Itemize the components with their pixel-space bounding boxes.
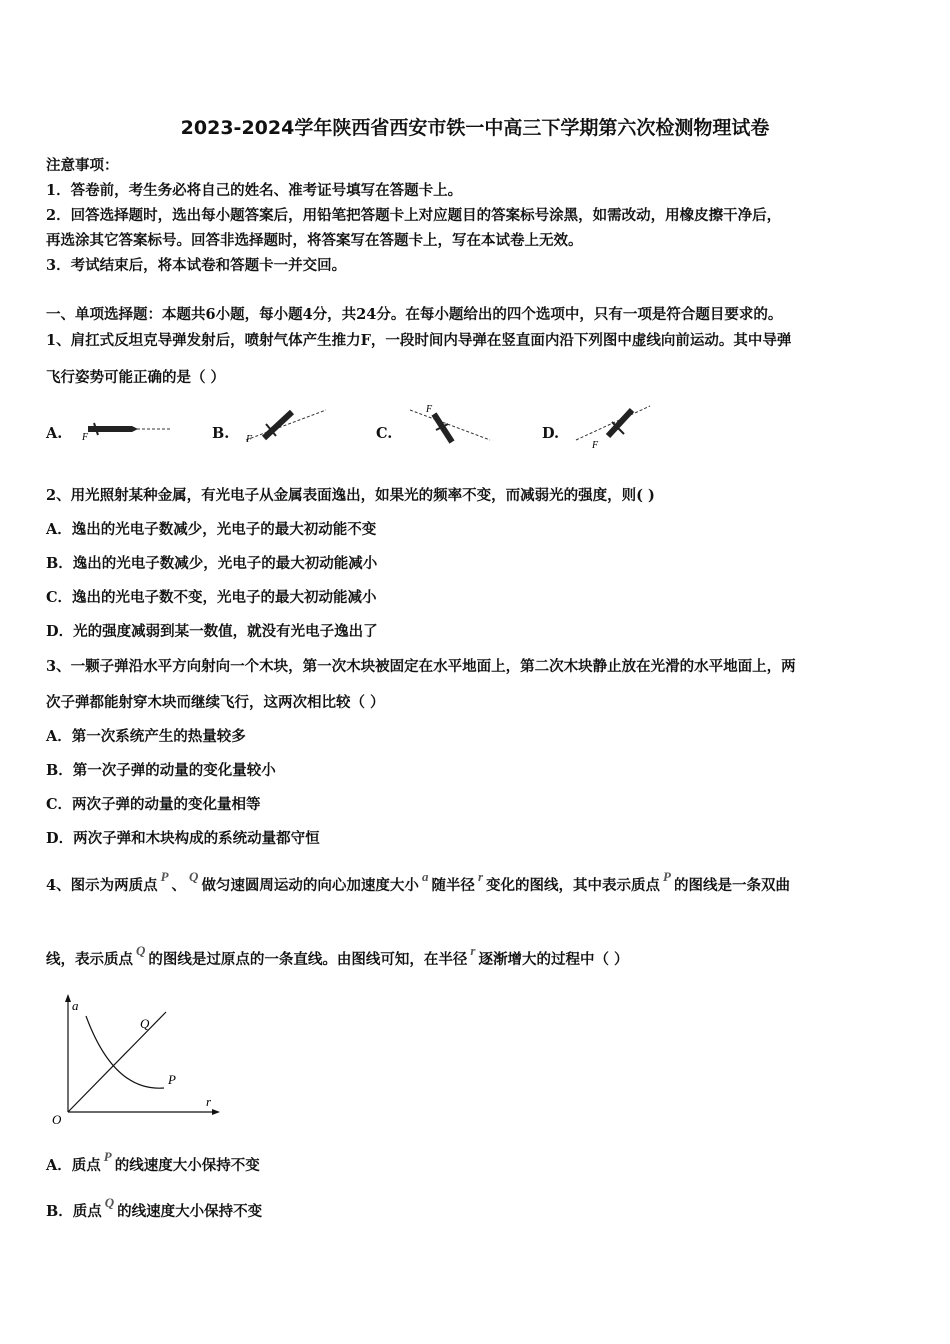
section-heading: 一、单项选择题：本题共6小题，每小题4分，共24分。在每小题给出的四个选项中，只有一项是符合题目要求的。 bbox=[46, 306, 783, 323]
q3-option: C．两次子弹的动量的变化量相等 bbox=[46, 796, 261, 813]
q4-text: 的图线是过原点的一条直线。由图线可知，在半径 bbox=[148, 951, 468, 968]
q4-text: 、 bbox=[171, 877, 187, 894]
symbol-r: r bbox=[470, 943, 476, 958]
axis-label-r: r bbox=[206, 1094, 212, 1109]
q4-stem-cont bbox=[46, 943, 629, 969]
symbol-q: Q bbox=[189, 869, 199, 884]
q3-option: B．第一次子弹的动量的变化量较小 bbox=[46, 762, 276, 779]
symbol-p: P bbox=[160, 869, 169, 884]
q1-option-a-label: A. bbox=[46, 425, 63, 442]
q3-stem-cont: 次子弹都能射穿木块而继续飞行，这两次相比较（ ） bbox=[46, 694, 385, 711]
q4-text: 4、图示为两质点 bbox=[46, 877, 158, 894]
q2-option: C．逸出的光电子数不变，光电子的最大初动能减小 bbox=[46, 589, 377, 606]
q4-text: 随半径 bbox=[431, 877, 475, 894]
q1-figure-b bbox=[236, 398, 336, 448]
force-label: F bbox=[82, 432, 89, 443]
y-axis-arrow bbox=[65, 994, 71, 1002]
q1-figure-c bbox=[400, 398, 500, 448]
q4-text: 的线速度大小保持不变 bbox=[117, 1203, 263, 1220]
q4-stem bbox=[46, 869, 790, 895]
q1-figure-d bbox=[566, 398, 666, 450]
symbol-p: P bbox=[103, 1149, 112, 1164]
q4-option-b bbox=[46, 1195, 263, 1221]
q4-text: B．质点 bbox=[46, 1203, 102, 1220]
notice-item: 3．考试结束后，将本试卷和答题卡一并交回。 bbox=[46, 257, 347, 274]
q3-option: A．第一次系统产生的热量较多 bbox=[46, 728, 246, 745]
origin-label: O bbox=[52, 1112, 62, 1127]
q4-option-a bbox=[46, 1149, 260, 1175]
axis-label-a: a bbox=[72, 998, 79, 1013]
symbol-q: Q bbox=[136, 943, 146, 958]
force-label: F bbox=[426, 404, 433, 415]
notice-heading: 注意事项： bbox=[46, 157, 119, 174]
notice-item: 再选涂其它答案标号。回答非选择题时，将答案写在答题卡上，写在本试卷上无效。 bbox=[46, 232, 583, 249]
q4-text: 线，表示质点 bbox=[46, 951, 133, 968]
q4-text: 变化的图线，其中表示质点 bbox=[486, 877, 660, 894]
notice-item: 1．答卷前，考生务必将自己的姓名、准考证号填写在答题卡上。 bbox=[46, 182, 463, 199]
symbol-a: a bbox=[421, 869, 429, 884]
q1-option-c-label: C. bbox=[376, 425, 393, 442]
q2-option: D．光的强度减弱到某一数值，就没有光电子逸出了 bbox=[46, 623, 378, 640]
q1-option-b-label: B. bbox=[212, 425, 230, 442]
q4-text: 逐渐增大的过程中（ ） bbox=[478, 951, 629, 968]
q3-option: D．两次子弹和木块构成的系统动量都守恒 bbox=[46, 830, 320, 847]
q4-graph bbox=[44, 992, 234, 1132]
q4-text: 做匀速圆周运动的向心加速度大小 bbox=[201, 877, 419, 894]
symbol-q: Q bbox=[104, 1195, 115, 1210]
q1-option-d-label: D. bbox=[542, 425, 560, 442]
force-label: F bbox=[246, 434, 253, 445]
notice-item: 2．回答选择题时，选出每小题答案后，用铅笔把答题卡上对应题目的答案标号涂黑，如需改动，用橡皮擦干净后， bbox=[46, 207, 782, 224]
q1-stem: 1、肩扛式反坦克导弹发射后，喷射气体产生推力F，一段时间内导弹在竖直面内沿下列图中虚线向前运动。其中导弹 bbox=[46, 332, 792, 349]
q4-text: 的图线是一条双曲 bbox=[673, 877, 790, 894]
q4-text: A．质点 bbox=[46, 1157, 101, 1174]
curve-label-q: Q bbox=[140, 1016, 150, 1031]
q4-text: 的线速度大小保持不变 bbox=[114, 1157, 260, 1174]
force-label: F bbox=[592, 440, 599, 450]
q2-option: B．逸出的光电子数减少，光电子的最大初动能减小 bbox=[46, 555, 378, 572]
q2-stem: 2、用光照射某种金属，有光电子从金属表面逸出，如果光的频率不变，而减弱光的强度，则( ) bbox=[46, 487, 655, 504]
page-title: 2023-2024学年陕西省西安市铁一中高三下学期第六次检测物理试卷 bbox=[180, 117, 770, 139]
x-axis-arrow bbox=[212, 1109, 220, 1115]
q2-option: A．逸出的光电子数减少，光电子的最大初动能不变 bbox=[46, 521, 377, 538]
curve-label-p: P bbox=[168, 1072, 176, 1087]
symbol-p: P bbox=[663, 869, 671, 884]
line-q bbox=[68, 1012, 166, 1112]
symbol-r: r bbox=[477, 869, 483, 884]
q3-stem: 3、一颗子弹沿水平方向射向一个木块，第一次木块被固定在水平地面上，第二次木块静止放在光滑的水平地面上，两 bbox=[46, 658, 796, 675]
q1-figure-a bbox=[74, 410, 174, 446]
q1-stem-cont: 飞行姿势可能正确的是（ ） bbox=[46, 369, 226, 386]
